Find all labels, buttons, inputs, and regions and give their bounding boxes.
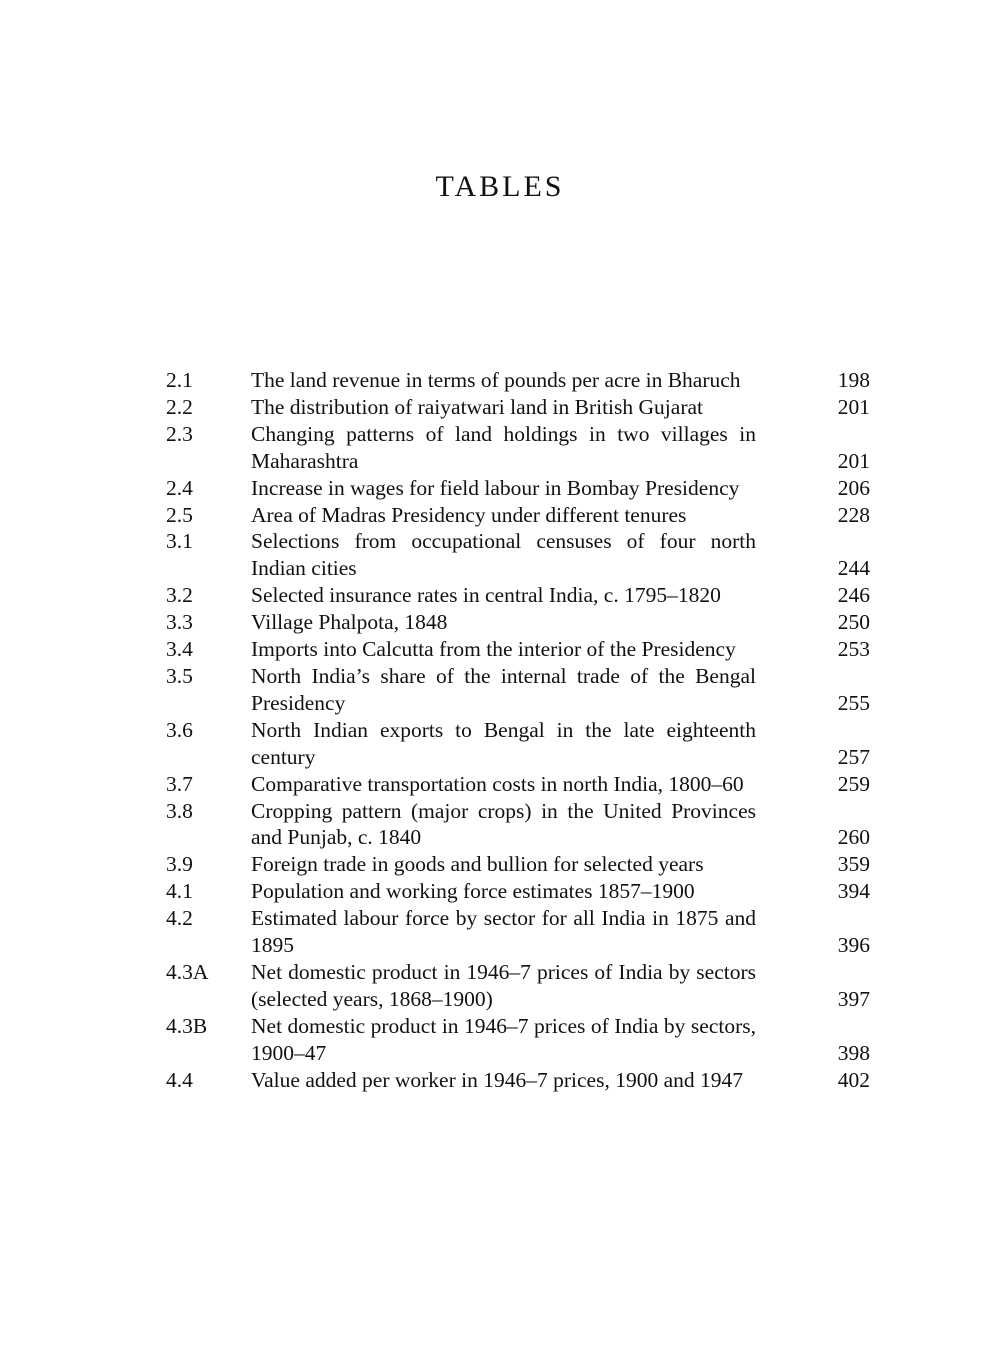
page-number: 394 bbox=[837, 879, 870, 904]
list-item bbox=[0, 609, 1000, 636]
page-number: 198 bbox=[837, 368, 870, 392]
table-number: 3.1 bbox=[166, 529, 193, 554]
page-number: 257 bbox=[837, 744, 870, 769]
page-number: 206 bbox=[837, 475, 870, 500]
page-number: 201 bbox=[837, 394, 870, 419]
table-title: Value added per worker in 1946–7 prices, 1900 and 1947 bbox=[251, 1067, 743, 1092]
table-number: 4.3A bbox=[166, 959, 209, 984]
table-number: 3.5 bbox=[166, 663, 193, 688]
table-title: Comparative transportation costs in north India, 1800–60 bbox=[251, 771, 744, 796]
page-title: TABLES bbox=[435, 170, 565, 203]
page-number: 396 bbox=[837, 933, 870, 958]
list-item bbox=[0, 528, 1000, 582]
page-number: 244 bbox=[837, 556, 870, 581]
table-title: Foreign trade in goods and bullion for selected years bbox=[251, 852, 704, 877]
table-title: North India’s share of the internal trade of the Bengal Presidency bbox=[251, 663, 756, 715]
list-item bbox=[0, 717, 1000, 771]
list-item bbox=[0, 394, 1000, 421]
table-title: Village Phalpota, 1848 bbox=[251, 610, 448, 635]
page-number: 397 bbox=[837, 986, 870, 1011]
table-title: The land revenue in terms of pounds per acre in Bharuch bbox=[251, 368, 741, 392]
table-title: Cropping pattern (major crops) in the United Provinces and Punjab, c. 1840 bbox=[251, 798, 756, 850]
page-number: 259 bbox=[837, 771, 870, 796]
table-number: 2.4 bbox=[166, 475, 193, 500]
list-item bbox=[0, 502, 1000, 529]
list-item bbox=[0, 663, 1000, 717]
page-number: 201 bbox=[837, 448, 870, 473]
table-title: Selected insurance rates in central India, c. 1795–1820 bbox=[251, 583, 721, 608]
table-number: 3.4 bbox=[166, 637, 193, 662]
list-item bbox=[0, 851, 1000, 878]
table-number: 2.1 bbox=[166, 368, 193, 392]
table-title: Estimated labour force by sector for all India in 1875 and 1895 bbox=[251, 906, 756, 958]
table-number: 2.5 bbox=[166, 502, 193, 527]
list-item bbox=[0, 798, 1000, 852]
list-item bbox=[0, 421, 1000, 475]
list-item bbox=[0, 771, 1000, 798]
table-title: The distribution of raiyatwari land in British Gujarat bbox=[251, 394, 703, 419]
table-number: 3.7 bbox=[166, 771, 193, 796]
list-item bbox=[0, 636, 1000, 663]
table-number: 2.2 bbox=[166, 394, 193, 419]
table-number: 2.3 bbox=[166, 421, 193, 446]
page-number: 253 bbox=[837, 637, 870, 662]
tables-list bbox=[0, 367, 1000, 1093]
table-number: 4.4 bbox=[166, 1067, 193, 1092]
table-number: 3.2 bbox=[166, 583, 193, 608]
page-number: 359 bbox=[837, 852, 870, 877]
list-item bbox=[0, 367, 1000, 394]
table-number: 3.9 bbox=[166, 852, 193, 877]
table-number: 3.3 bbox=[166, 610, 193, 635]
page-number: 398 bbox=[837, 1040, 870, 1065]
table-title: Changing patterns of land holdings in two villages in Maharashtra bbox=[251, 421, 756, 473]
table-title: Area of Madras Presidency under different tenures bbox=[251, 502, 687, 527]
list-item bbox=[0, 582, 1000, 609]
list-item bbox=[0, 1067, 1000, 1094]
list-item bbox=[0, 1013, 1000, 1067]
table-number: 4.1 bbox=[166, 879, 193, 904]
table-title: Increase in wages for field labour in Bombay Presidency bbox=[251, 475, 740, 500]
page-number: 250 bbox=[837, 610, 870, 635]
table-title: Net domestic product in 1946–7 prices of India by sectors (selected years, 1868–1900) bbox=[251, 959, 756, 1011]
list-item bbox=[0, 878, 1000, 905]
table-number: 4.3B bbox=[166, 1013, 208, 1038]
table-number: 3.6 bbox=[166, 717, 193, 742]
page-number: 255 bbox=[837, 690, 870, 715]
table-number: 4.2 bbox=[166, 906, 193, 931]
page-number: 402 bbox=[837, 1067, 870, 1092]
list-item bbox=[0, 475, 1000, 502]
page-number: 260 bbox=[837, 825, 870, 850]
page-number: 228 bbox=[837, 502, 870, 527]
page-number: 246 bbox=[837, 583, 870, 608]
list-item bbox=[0, 905, 1000, 959]
table-title: Imports into Calcutta from the interior of the Presidency bbox=[251, 637, 736, 662]
list-item bbox=[0, 959, 1000, 1013]
table-title: North Indian exports to Bengal in the late eighteenth century bbox=[251, 717, 756, 769]
table-title: Population and working force estimates 1857–1900 bbox=[251, 879, 695, 904]
table-title: Selections from occupational censuses of four north Indian cities bbox=[251, 529, 756, 581]
table-number: 3.8 bbox=[166, 798, 193, 823]
table-title: Net domestic product in 1946–7 prices of India by sectors, 1900–47 bbox=[251, 1013, 756, 1065]
